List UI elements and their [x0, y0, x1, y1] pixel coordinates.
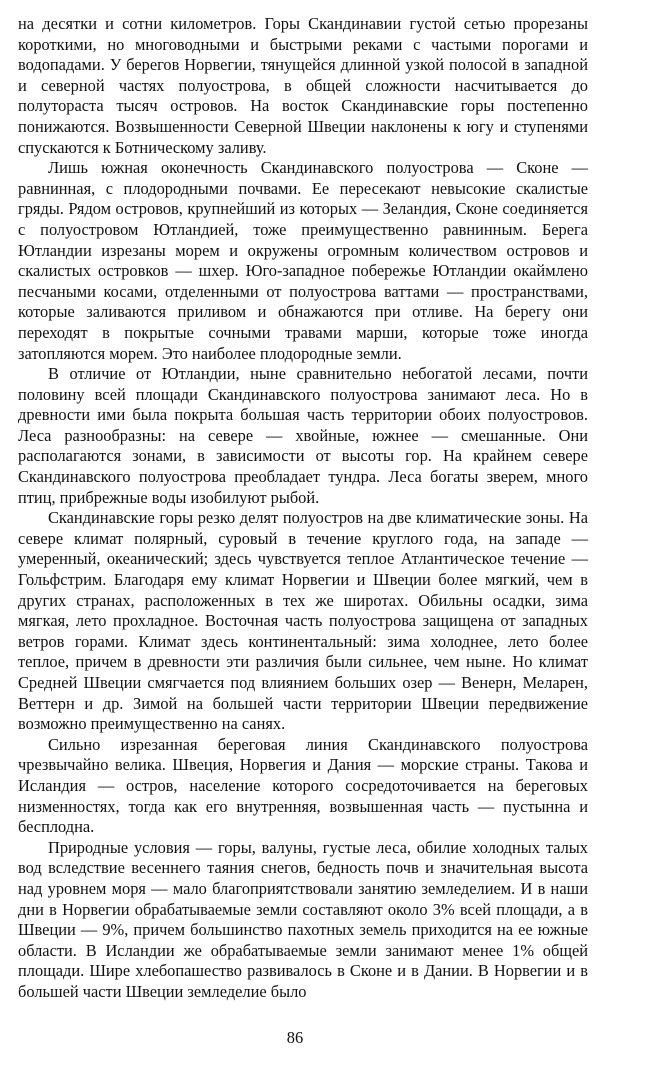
paragraph: В отличие от Ютландии, ныне сравнительно небогатой лесами, почти половину всей площади Скандинавского полуострова занимают леса. Но в древности ими была покрыта большая часть территории обоих полуостровов. Леса разнообразны: на севере — хвойные, южнее — смешанные. Они располагаются зонами, в зависимости от высоты гор. На крайнем севере Скандинавского полуострова преобладает тундра. Леса богаты зверем, много птиц, прибрежные воды изобилуют рыбой. — [18, 364, 588, 507]
paragraph: Лишь южная оконечность Скандинавского полуострова — Сконе — равнинная, с плодородными почвами. Ее пересекают невысокие скалистые гряды. Рядом островов, крупнейший из которых — Зеландия, Сконе соединяется с полуостровом Ютландией, тоже преимущественно равнинным. Берега Ютландии изрезаны морем и окружены огромным количеством островов и скалистых островков — шхер. Юго-западное побережье Ютландии окаймлено песчаными косами, отделенными от полуострова ваттами — пространствами, которые заливаются приливом и обнажаются при отливе. На берегу они переходят в покрытые сочными травами марши, которые тоже иногда затопляются морем. Это наиболее плодородные земли. — [18, 158, 588, 363]
paragraph: Скандинавские горы резко делят полуостров на две климатические зоны. На севере климат полярный, суровый в течение круглого года, на западе — умеренный, океанический; здесь чувствуется теплое Атлантическое течение — Гольфстрим. Благодаря ему климат Норвегии и Швеции более мягкий, чем в других странах, расположенных в тех же широтах. Обильны осадки, зима мягкая, лето прохладное. Восточная часть полуострова защищена от западных ветров горами. Климат здесь континентальный: зима холоднее, лето более теплое, причем в древности эти различия были сильнее, чем ныне. Но климат Средней Швеции смягчается под влиянием больших озер — Венерн, Меларен, Веттерн и др. Зимой на большей части территории Швеции передвижение возможно преимущественно на санях. — [18, 508, 588, 734]
paragraph: на десятки и сотни километров. Горы Скандинавии густой сетью прорезаны короткими, но многоводными и быстрыми реками с частыми порогами и водопадами. У берегов Норвегии, тянущейся длинной узкой полосой в западной и северной частях полуострова, в общей сложности насчитывается до полутораста тысяч островов. На восток Скандинавские горы постепенно понижаются. Возвышенности Северной Швеции наклонены к югу и ступенями спускаются к Ботническому заливу. — [18, 14, 588, 157]
page-body — [18, 14, 588, 1003]
paragraph: Сильно изрезанная береговая линия Скандинавского полуострова чрезвычайно велика. Швеция, Норвегия и Дания — морские страны. Такова и Исландия — остров, население которого сосредоточивается на береговых низменностях, тогда как его внутренняя, возвышенная часть — пустынна и бесплодна. — [18, 734, 588, 837]
page-number: 86 — [286, 1028, 304, 1047]
paragraph: Природные условия — горы, валуны, густые леса, обилие холодных талых вод вследствие весеннего таяния снегов, бедность почв и значительная высота над уровнем моря — мало благоприятствовали занятию земледелием. И в наши дни в Норвегии обрабатываемые земли составляют около 3% всей площади, а в Швеции — 9%, причем большинство пахотных земель приходится на ее южные области. В Исландии же обрабатываемые земли занимают менее 1% общей площади. Шире хлебопашество развивалось в Сконе и в Дании. В Норвегии и в большей части Швеции земледелие было — [18, 837, 588, 1001]
